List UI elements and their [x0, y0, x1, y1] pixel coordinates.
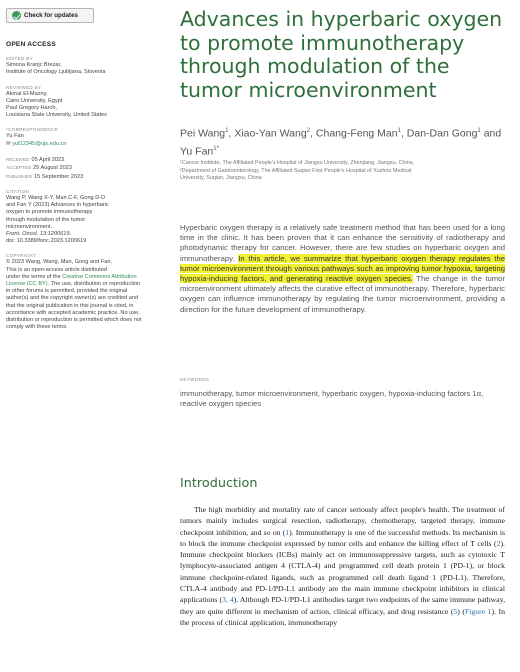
- cc-by-license-link[interactable]: Creative Commons Attribution License (CC BY).: [6, 273, 137, 288]
- copyright-notice: © 2023 Wang, Wang, Man, Gong and Fan.: [6, 259, 113, 266]
- author-affiliation-marker: 2: [306, 128, 311, 134]
- keywords-label: KEYWORDS: [180, 377, 210, 382]
- citation-journal: Front. Oncol. 13:1200619.: [6, 231, 71, 238]
- author-name[interactable]: Xiao-Yan Wang: [234, 127, 307, 140]
- citation-line: through modulation of the tumor: [6, 216, 86, 223]
- email-icon: ✉: [6, 140, 11, 147]
- reviewer-2-name: Paul Gregory Harch,: [6, 105, 57, 112]
- author-affiliation-marker: 1: [477, 128, 481, 134]
- citation-line: microenvironment.: [6, 223, 53, 230]
- affiliation-line: ¹Cancer Institute, The Affiliated People's Hospital of Jiangsu University, Zhenjiang, Jiangsu, China,: [180, 160, 415, 166]
- reviewed-by-label: REVIEWED BY: [6, 84, 42, 90]
- check-updates-icon: [12, 11, 21, 20]
- check-for-updates-button[interactable]: [6, 8, 94, 23]
- dates-block: [6, 156, 142, 181]
- edited-by-label: EDITED BY: [6, 56, 33, 62]
- correspondence-label: *CORRESPONDENCE: [6, 127, 58, 133]
- correspondence-email-link[interactable]: yuf12345@ujs.edu.cn: [12, 140, 67, 147]
- open-access-label: OPEN ACCESS: [6, 41, 56, 48]
- reference-link[interactable]: 1: [285, 527, 290, 537]
- reviewer-1-affiliation: Cairo University, Egypt: [6, 97, 63, 104]
- author-name[interactable]: Yu Fan: [180, 145, 214, 158]
- abstract-text: Hyperbaric oxygen therapy is a relatively safe treatment method that has been used for a long time in the clinic. It has been proven that it can enhance the sensitivity of radiotherapy and photodynamic therapy for cancer. However, there are few studies on hyperbaric oxygen and immunotherapy.: [180, 223, 505, 263]
- author-and: and: [483, 127, 502, 140]
- published-label: PUBLISHED: [6, 173, 33, 179]
- correspondence-email-row: [6, 141, 142, 148]
- received-date: 05 April 2023: [31, 156, 65, 163]
- accepted-label: ACCEPTED: [6, 165, 32, 171]
- author-list: Pei Wang$^1$, Xiao-Yan Wang$^2$, Chang-Feng Man$^1$, Dan-Dan Gong$^1$ and Yu Fan$^{1*}$: [180, 127, 502, 158]
- figure-link[interactable]: Figure 1: [464, 606, 492, 616]
- reference-link[interactable]: 2: [496, 538, 501, 548]
- reference-link[interactable]: 5: [453, 606, 458, 616]
- reviewer-1-name: Akmal El-Mazny,: [6, 90, 48, 97]
- copyright-text: This is an open-access article distributed: [6, 266, 108, 273]
- accepted-date: 25 August 2023: [33, 165, 72, 172]
- abstract-highlighted-text: In this article, we summarize that hyperbaric oxygen therapy regulates the tumor microenvironment through various pathways such as improving tumor hypoxia, targeting hypoxia-inducing factors, and generating reactive oxygen species.: [180, 253, 505, 284]
- abstract: [180, 223, 505, 315]
- affiliation-line: University, Suqian, Jiangsu, China: [180, 175, 262, 182]
- received-label: RECEIVED: [6, 156, 30, 162]
- copyright-label: COPYRIGHT: [6, 253, 37, 259]
- editor-affiliation: Institute of Oncology Ljubljana, Slovenia: [6, 69, 106, 76]
- introduction-paragraph: The high morbidity and mortality rate of cancer seriously affect people's health. The treatment of tumors mainly includes surgical resection, radiotherapy, chemotherapy, targeted therapy, immune checkpoint inhibition, and so on (1). Immunotherapy is one of the successful methods. Its mechanism is to block the immune checkpoint expressed by tumor cells and enhance the killing effect of T cells (2). Immune checkpoint blockers (ICBs) mainly act on immunosuppressive targets, such as cytotoxic T lymphocyte-associated antigen 4 (CTLA-4) and programmed cell death protein 1 (PD-1), or block immune checkpoint-related ligands, such as programmed cell death ligand 1 (PD-L1). Therefore, CTLA-4 antibody and PD-1/PD-L1 antibody are the main immune checkpoint inhibitors in clinical applications (3, 4). Although PD-1/PD-L1 antibodies target two endpoints of the same immune pathway, they are quite different in mechanism of action, clinical efficacy, and drug resistance (5) (Figure 1). In the process of clinical application, immunotherapy: [180, 505, 506, 627]
- affiliations: [180, 160, 510, 183]
- citation-line: Wang P, Wang X-Y, Man C-F, Gong D-D: [6, 195, 106, 202]
- section-heading-introduction: Introduction: [180, 476, 258, 491]
- author-name[interactable]: Chang-Feng Man: [315, 127, 398, 140]
- copyright-body: under the terms of the Creative Commons Attribution License (CC BY). The use, distribution or reproduction in other forums is permitted, provided the original author(s) and the copyright owner(s) are credited and that the original publication in this journal is cited, in accordance with accepted academic practice. No use, distribution or reproduction is permitted which does not comply with these terms.: [6, 273, 142, 331]
- author-name[interactable]: Pei Wang: [180, 127, 226, 140]
- keywords: immunotherapy, tumor microenvironment, hyperbaric oxygen, hypoxia-inducing factors 1α, reactive oxygen species: [180, 389, 484, 408]
- correspondence-name: Yu Fan: [6, 133, 24, 140]
- reference-link[interactable]: 3, 4: [222, 595, 234, 605]
- article-title: Advances in hyperbaric oxygen to promote immunotherapy through modulation of the tumor microenvironment: [180, 7, 503, 102]
- abstract-text: The change in the tumor microenvironment ultimately affects the curative effect of immunotherapy. Therefore, hyperbaric oxygen can influence immunotherapy by regulating the tumor microenvironment, providing a direction for the future development of immunotherapy.: [180, 274, 506, 314]
- citation-doi: doi: 10.3389/fonc.2023.1200619: [6, 238, 87, 245]
- published-date: 15 September 2023: [34, 173, 84, 180]
- affiliation-line: ²Department of Gastroenterology, The Affiliated Suqian First People's Hospital of Xuzhou Medical: [180, 167, 412, 174]
- check-updates-label: Check for updates: [24, 11, 78, 19]
- editor-name: Simona Kranjc Brezar,: [6, 62, 62, 69]
- author-affiliation-marker: 1: [397, 128, 401, 134]
- author-name[interactable]: Dan-Dan Gong: [406, 127, 478, 140]
- citation-line: and Fan Y (2023) Advances in hyperbaric: [6, 202, 109, 209]
- author-affiliation-marker: 1: [225, 128, 229, 134]
- reviewer-2-affiliation: Louisiana State University, United States: [6, 112, 107, 119]
- author-affiliation-marker: 1*: [213, 146, 219, 152]
- article-sidebar: [6, 8, 142, 332]
- citation-line: oxygen to promote immunotherapy: [6, 209, 93, 216]
- citation-label: CITATION: [6, 189, 30, 195]
